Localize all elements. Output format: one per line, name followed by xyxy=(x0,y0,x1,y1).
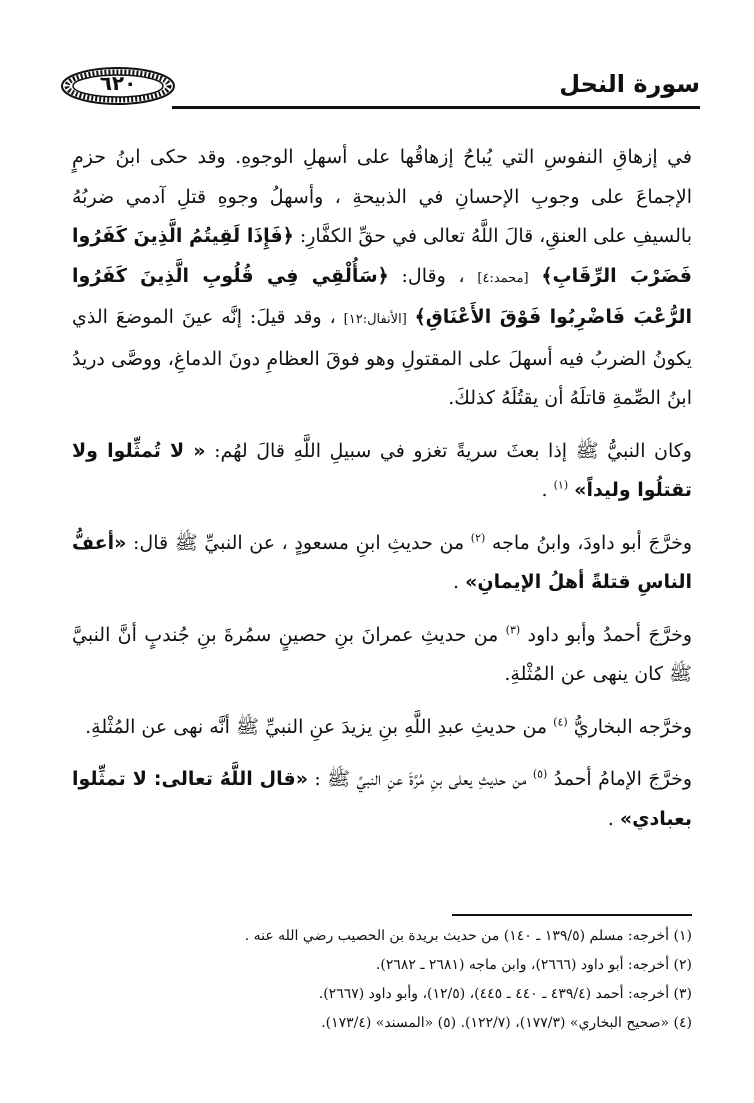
footnote-4-5: (٤) «صحيح البخاري» (١٧٧/٣)، (١٢٢/٧). (٥) «المسند» (١٧٣/٤). xyxy=(321,1015,692,1031)
footnote-marker: (٢) xyxy=(470,531,486,545)
verse-reference: [الأنفال:١٢] xyxy=(343,312,407,327)
text: في إزهاقِ النفوسِ التي يُباحُ إزهاقُها على أسهلِ الوجوهِ. وقد حكى ابنُ حزمٍ الإجماعَ على وجوبِ الإحسانِ في الذبيحةِ ، وأسهلُ وجوهِ قتلِ آدمي ضربُهُ بالسيفِ على العنقِ، قالَ اللَّهُ تعالى في حقِّ الكفَّارِ: xyxy=(72,146,692,247)
text: وخرَّجَ أحمدُ وأبو داود xyxy=(527,623,692,646)
hadith-quote: «أعفُّ الناسِ قتلةً أهلُ الإيمانِ» xyxy=(72,531,692,593)
paragraph-6 xyxy=(72,760,692,839)
text: من حديثِ عبدِ اللَّهِ بنِ يزيدَ عنِ النبيِّ ﷺ أنَّه نهى عن المُثْلةِ. xyxy=(85,715,548,738)
text: ، وقد قيلَ: إنَّه عينَ الموضعَ الذي يكونُ الضربُ فيه أسهلَ على المقتولِ وهو فوقَ العظامِ دونَ الدماغِ، ووصَّى دريدُ ابنُ الصِّمةِ قاتلَهُ أن يقتُلَهُ كذلكَ. xyxy=(72,306,692,409)
footnote-marker: (٤) xyxy=(553,715,568,729)
footnote-marker: (٣) xyxy=(505,623,521,637)
footnote-marker: (١) xyxy=(553,478,569,492)
verse-reference: [محمد:٤] xyxy=(477,270,529,286)
footnote-separator xyxy=(452,914,692,916)
text: وخرَّجه البخاريُّ xyxy=(573,715,692,738)
body-text xyxy=(72,138,692,839)
hadith-quote: « لا تُمثِّلوا ولا تقتلُوا وليداً» xyxy=(72,439,692,501)
footnote-2: (٢) أخرجه: أبو داود (٢٦٦٦)، وابن ماجه (٢٦٨١ ـ ٢٦٨٢). xyxy=(375,957,692,973)
paragraph-3 xyxy=(72,524,692,603)
page-number: ٦٢٠ xyxy=(99,71,137,95)
text: من حديثِ ابنِ مسعودٍ ، عن النبيِّ ﷺ قال: xyxy=(126,531,465,554)
quran-verse: ﴿سَأُلْقِي فِي قُلُوبِ الَّذِينَ كَفَرُوا الرُّعْبَ فَاضْرِبُوا فَوْقَ الأَعْنَاقِ﴾ xyxy=(72,264,692,328)
text: . xyxy=(453,571,460,593)
text: . xyxy=(607,807,614,830)
footnotes xyxy=(72,922,692,1038)
paragraph-4 xyxy=(72,616,692,695)
header-rule xyxy=(172,106,700,109)
text: وخرَّجَ أبو داودَ، وابنُ ماجه xyxy=(491,531,693,554)
footnote-1: (١) أخرجه: مسلم (١٣٩/٥ ـ ١٤٠) من حديث بريدة بن الحصيب رضي الله عنه . xyxy=(244,928,692,944)
paragraph-5 xyxy=(72,708,692,748)
text: . xyxy=(541,479,548,501)
text: ، وقال: xyxy=(388,264,465,287)
page-header xyxy=(60,62,700,114)
footnote-3: (٣) أخرجه: أحمد (٤٣٩/٤ ـ ٤٤٠ ـ ٤٤٥)، (١٢/٥)، وأبو داود (٢٦٦٧). xyxy=(318,986,692,1002)
paragraph-2 xyxy=(72,432,692,511)
text: وخرَّجَ الإمامُ أحمدُ xyxy=(553,768,692,790)
paragraph-1 xyxy=(72,138,692,419)
text: من حديثِ يعلى بنِ مُرَّةَ عنِ النبيِّ ﷺ : xyxy=(308,768,527,790)
text: وكان النبيُّ ﷺ إذا بعثَ سريةً تغزو في سبيلِ اللَّهِ قالَ لهُم: xyxy=(205,439,692,462)
quran-verse: ﴿فَإِذَا لَقِيتُمُ الَّذِينَ كَفَرُوا فَضَرْبَ الرِّقَابِ﴾ xyxy=(72,225,692,287)
text: من حديثِ عمرانَ بنِ حصينٍ سمُرةَ بنِ جُندبٍ أنَّ النبيَّ ﷺ كان ينهى عن المُثْلةِ. xyxy=(72,623,692,685)
hadith-quote: «قال اللَّهُ تعالى: لا تمثِّلوا بعبادي» xyxy=(72,768,692,830)
sura-title: سورة النحل xyxy=(559,70,700,98)
footnote-marker: (٥) xyxy=(532,767,548,781)
